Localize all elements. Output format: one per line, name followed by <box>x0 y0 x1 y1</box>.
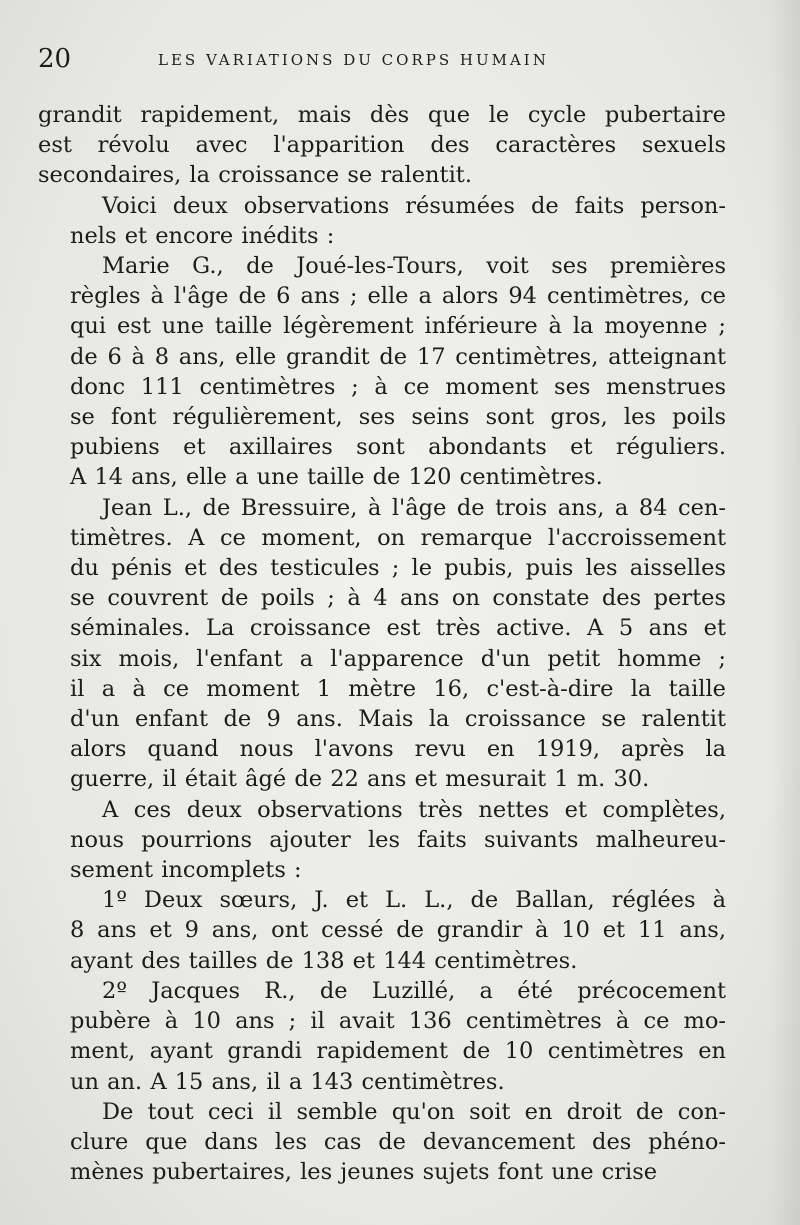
text-line: A 14 ans, elle a une taille de 120 centimètres. <box>70 464 603 491</box>
text-line: 2º Jacques R., de Luzillé, a été précocement <box>102 977 726 1004</box>
text-line: règles à l'âge de 6 ans ; elle a alors 94 centimètres, ce <box>70 283 726 310</box>
text-line: d'un enfant de 9 ans. Mais la croissance se ralentit <box>70 706 726 733</box>
running-head <box>38 44 728 74</box>
text-line: Jean L., de Bressuire, à l'âge de trois ans, a 84 cen- <box>102 494 726 521</box>
paragraph <box>38 100 726 191</box>
text-line: un an. A 15 ans, il a 143 centimètres. <box>70 1068 505 1095</box>
text-line: pubiens et axillaires sont abondants et réguliers. <box>70 434 726 461</box>
paragraph <box>38 251 726 493</box>
paragraph <box>38 976 726 1097</box>
paragraph <box>38 191 726 251</box>
text-line: est révolu avec l'apparition des caractères sexuels <box>38 132 726 159</box>
text-line: nous pourrions ajouter les faits suivants malheureu- <box>70 826 726 853</box>
text-line: du pénis et des testicules ; le pubis, puis les aisselles <box>70 555 726 582</box>
text-line: se font régulièrement, ses seins sont gros, les poils <box>70 404 726 431</box>
text-line: clure que dans les cas de devancement des phéno- <box>70 1128 726 1155</box>
page-number: 20 <box>38 44 72 74</box>
text-line: de 6 à 8 ans, elle grandit de 17 centimètres, atteignant <box>70 343 726 370</box>
text-line: guerre, il était âgé de 22 ans et mesurait 1 m. 30. <box>70 766 650 793</box>
text-line: nels et encore inédits : <box>70 222 335 249</box>
text-line: 1º Deux sœurs, J. et L. L., de Ballan, réglées à <box>102 887 726 914</box>
paragraph <box>38 493 726 795</box>
page-edge-shadow <box>770 0 800 1225</box>
text-line: Marie G., de Joué-les-Tours, voit ses premières <box>102 253 726 280</box>
text-line: grandit rapidement, mais dès que le cycle pubertaire <box>38 102 726 128</box>
text-line: six mois, l'enfant a l'apparence d'un petit homme ; <box>70 645 726 672</box>
text-line: alors quand nous l'avons revu en 1919, après la <box>70 736 726 763</box>
text-line: mènes pubertaires, les jeunes sujets font une crise <box>70 1159 658 1186</box>
text-line: timètres. A ce moment, on remarque l'accroissement <box>70 524 726 551</box>
text-line: qui est une taille légèrement inférieure à la moyenne ; <box>70 313 726 340</box>
text-line: séminales. La croissance est très active. A 5 ans et <box>70 615 726 642</box>
text-line: donc 111 centimètres ; à ce moment ses menstrues <box>70 373 726 400</box>
text-line: De tout ceci il semble qu'on soit en droit de con- <box>102 1098 726 1125</box>
text-line: ment, ayant grandi rapidement de 10 centimètres en <box>70 1038 726 1065</box>
text-line: pubère à 10 ans ; il avait 136 centimètres à ce mo- <box>70 1008 726 1035</box>
text-line: A ces deux observations très nettes et complètes, <box>102 796 726 823</box>
body-text <box>38 100 726 1187</box>
text-line: secondaires, la croissance se ralentit. <box>38 162 472 189</box>
text-line: Voici deux observations résumées de faits person- <box>102 192 726 219</box>
text-line: ayant des tailles de 138 et 144 centimètres. <box>70 947 578 974</box>
text-line: sement incomplets : <box>70 857 302 884</box>
text-line: se couvrent de poils ; à 4 ans on constate des pertes <box>70 585 726 612</box>
running-title: LES VARIATIONS DU CORPS HUMAIN <box>158 51 549 69</box>
paragraph <box>38 1097 726 1188</box>
text-line: 8 ans et 9 ans, ont cessé de grandir à 10 et 11 ans, <box>70 917 726 944</box>
paragraph <box>38 795 726 886</box>
paragraph <box>38 885 726 976</box>
text-line: il a à ce moment 1 mètre 16, c'est-à-dire la taille <box>70 675 726 702</box>
